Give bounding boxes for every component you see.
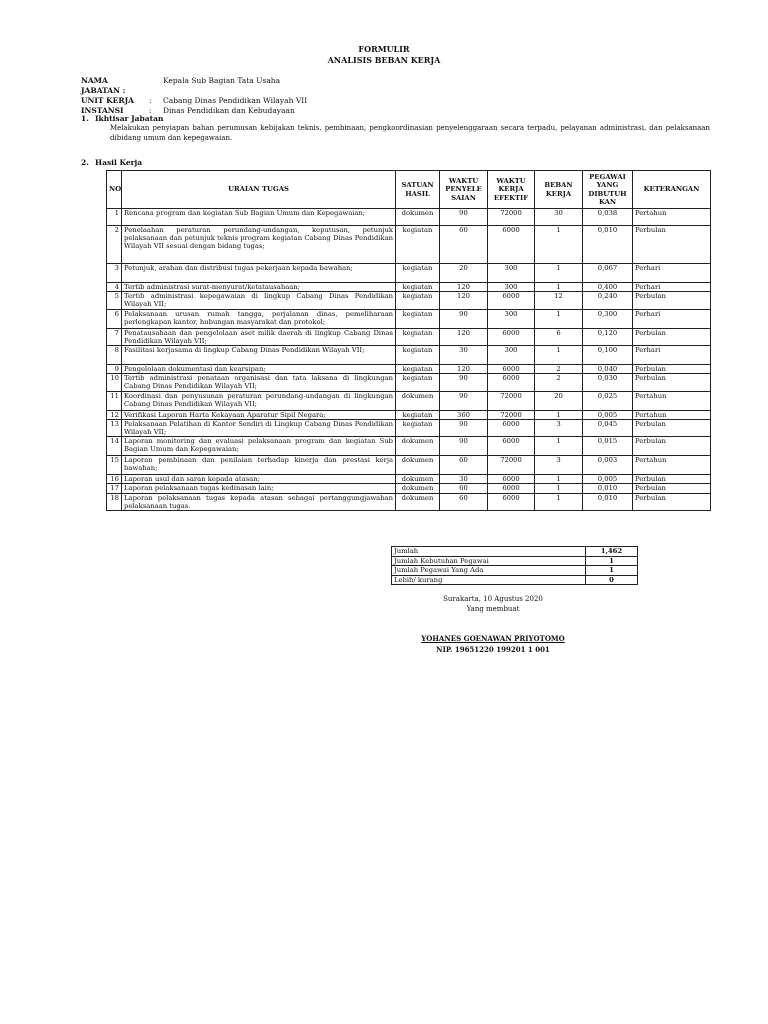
table-cell-satuan: kegiatan — [396, 309, 440, 328]
table-row — [107, 484, 711, 493]
table-cell-pegawai: 0,030 — [583, 374, 633, 391]
table-cell-keterangan: Perbulan — [633, 328, 711, 345]
table-row — [107, 309, 711, 328]
table-cell-keterangan: Pertahun — [633, 209, 711, 226]
table-cell-beban: 1 — [535, 493, 583, 510]
table-cell-satuan: kegiatan — [396, 328, 440, 345]
col-header-keterangan: KETERANGAN — [633, 171, 711, 209]
table-row — [107, 226, 711, 264]
table-cell-keterangan: Pertahun — [633, 456, 711, 475]
table-cell-no: 13 — [107, 419, 122, 436]
table-row — [107, 292, 711, 309]
table-cell-efektif: 6000 — [488, 328, 535, 345]
section-summary-number: 1. — [81, 114, 89, 123]
table-cell-uraian: Rencana program dan kegiatan Sub Bagian Umum dan Kepegawaian; — [122, 209, 396, 226]
work-unit-value: Cabang Dinas Pendidikan Wilayah VII — [163, 96, 308, 105]
signature-nip: NIP. 19651220 199201 1 001 — [436, 645, 550, 654]
table-cell-satuan: kegiatan — [396, 410, 440, 419]
table-cell-beban: 12 — [535, 292, 583, 309]
institution-label: INSTANSI — [81, 106, 124, 115]
table-cell-no: 14 — [107, 437, 122, 456]
table-cell-no: 15 — [107, 456, 122, 475]
section-results-title: Hasil Kerja — [95, 158, 143, 167]
table-cell-uraian: Pelaksanaan Pelatihan di Kantor Sendiri di Lingkup Cabang Dinas Pendidikan Wilayah VII; — [122, 419, 396, 436]
table-cell-pegawai: 0,010 — [583, 484, 633, 493]
table-cell-satuan: kegiatan — [396, 365, 440, 374]
table-cell-waktu: 120 — [440, 292, 488, 309]
table-cell-keterangan: Perhari — [633, 264, 711, 283]
signature-place-date: Surakarta, 10 Agustus 2020 — [443, 595, 543, 603]
job-name-colon — [149, 76, 163, 96]
table-cell-no: 2 — [107, 226, 122, 264]
table-cell-pegawai: 0,038 — [583, 209, 633, 226]
table-cell-waktu: 90 — [440, 419, 488, 436]
table-cell-beban: 3 — [535, 456, 583, 475]
table-cell-pegawai: 0,015 — [583, 437, 633, 456]
table-row — [107, 264, 711, 283]
table-cell-pegawai: 0,300 — [583, 309, 633, 328]
table-cell-uraian: Penelaahan peraturan perundang-undangan, keputusan, petunjuk pelaksanaan dan petunjuk teknis program kegiatan Cabang Dinas Pendidikan Wilayah VII sesuai dengan bidang tugas; — [122, 226, 396, 264]
section-results-number: 2. — [81, 158, 89, 167]
table-cell-no: 5 — [107, 292, 122, 309]
job-info — [81, 76, 307, 116]
summary-row — [392, 556, 638, 566]
table-cell-pegawai: 0,005 — [583, 475, 633, 484]
table-cell-efektif: 6000 — [488, 493, 535, 510]
table-cell-waktu: 90 — [440, 374, 488, 391]
table-cell-efektif: 72000 — [488, 410, 535, 419]
summary-value: 1 — [586, 556, 638, 566]
table-cell-keterangan: Perbulan — [633, 484, 711, 493]
col-header-uraian: URAIAN TUGAS — [122, 171, 396, 209]
table-cell-satuan: dokumen — [396, 456, 440, 475]
col-header-pegawai: PEGAWAI YANG DIBUTUH KAN — [583, 171, 633, 209]
table-cell-no: 4 — [107, 283, 122, 292]
table-cell-satuan: kegiatan — [396, 419, 440, 436]
table-cell-pegawai: 0,240 — [583, 292, 633, 309]
form-subtitle: ANALISIS BEBAN KERJA — [327, 55, 441, 65]
table-cell-satuan: kegiatan — [396, 226, 440, 264]
table-cell-waktu: 60 — [440, 484, 488, 493]
table-cell-beban: 1 — [535, 410, 583, 419]
table-cell-beban: 1 — [535, 226, 583, 264]
table-cell-satuan: kegiatan — [396, 374, 440, 391]
table-cell-uraian: Laporan usul dan saran kepada atasan; — [122, 475, 396, 484]
table-cell-uraian: Koordinasi dan penyusunan peraturan perundang-undangan di lingkungan Cabang Dinas Pendidikan Wilayah VII; — [122, 391, 396, 410]
table-cell-keterangan: Perbulan — [633, 493, 711, 510]
table-cell-no: 8 — [107, 346, 122, 365]
table-cell-beban: 1 — [535, 437, 583, 456]
work-unit-colon: : — [149, 96, 152, 105]
col-header-satuan: SATUAN HASIL — [396, 171, 440, 209]
table-cell-efektif: 6000 — [488, 226, 535, 264]
table-row — [107, 209, 711, 226]
table-cell-beban: 1 — [535, 309, 583, 328]
table-cell-pegawai: 0,100 — [583, 346, 633, 365]
table-cell-efektif: 6000 — [488, 365, 535, 374]
summary-table — [391, 546, 638, 585]
table-cell-uraian: Petunjuk, arahan dan distribusi tugas pekerjaan kepada bawahan; — [122, 264, 396, 283]
table-cell-efektif: 6000 — [488, 437, 535, 456]
table-row — [107, 365, 711, 374]
table-cell-efektif: 6000 — [488, 292, 535, 309]
job-summary-text: Melakukan penyiapan bahan perumusan kebijakan teknis, pembinaan, pengkoordinasian penyelenggaraan secara terpadu, pelayanan administrasi, dan pelaksanaan dibidang umum dan kepegawaian. — [110, 124, 710, 142]
col-header-waktu-efektif: WAKTU KERJA EFEKTIF — [488, 171, 535, 209]
summary-label: Jumlah Pegawai Yang Ada — [392, 566, 586, 576]
table-cell-uraian: Laporan pembinaan dan penilaian terhadap kinerja dan prestasi kerja bawahan; — [122, 456, 396, 475]
table-cell-satuan: kegiatan — [396, 346, 440, 365]
table-cell-uraian: Tertib administrasi penataan organisasi dan tata laksana di lingkungan Cabang Dinas Pendidikan Wilayah VII; — [122, 374, 396, 391]
table-row — [107, 328, 711, 345]
table-cell-waktu: 30 — [440, 346, 488, 365]
table-cell-beban: 20 — [535, 391, 583, 410]
summary-label: Jumlah Kebutuhan Pegawai — [392, 556, 586, 566]
table-cell-waktu: 90 — [440, 209, 488, 226]
table-cell-beban: 2 — [535, 374, 583, 391]
table-cell-efektif: 6000 — [488, 484, 535, 493]
table-cell-no: 18 — [107, 493, 122, 510]
table-row — [107, 391, 711, 410]
table-cell-efektif: 300 — [488, 346, 535, 365]
table-cell-efektif: 300 — [488, 309, 535, 328]
table-cell-satuan: kegiatan — [396, 283, 440, 292]
table-cell-satuan: dokumen — [396, 209, 440, 226]
table-cell-satuan: dokumen — [396, 391, 440, 410]
table-row — [107, 346, 711, 365]
table-row — [107, 475, 711, 484]
table-cell-beban: 6 — [535, 328, 583, 345]
table-cell-beban: 1 — [535, 475, 583, 484]
table-cell-beban: 1 — [535, 484, 583, 493]
table-cell-keterangan: Pertahun — [633, 391, 711, 410]
table-cell-uraian: Fasilitasi kerjasama di lingkup Cabang Dinas Pendidikan Wilayah VII; — [122, 346, 396, 365]
col-header-beban: BEBAN KERJA — [535, 171, 583, 209]
table-cell-beban: 1 — [535, 264, 583, 283]
workload-table — [106, 170, 711, 511]
table-cell-keterangan: Perbulan — [633, 365, 711, 374]
form-title: FORMULIR — [358, 44, 410, 54]
table-cell-efektif: 6000 — [488, 475, 535, 484]
table-cell-beban: 1 — [535, 346, 583, 365]
col-header-no: NO — [107, 171, 122, 209]
table-cell-no: 17 — [107, 484, 122, 493]
table-cell-waktu: 30 — [440, 475, 488, 484]
table-cell-keterangan: Perhari — [633, 283, 711, 292]
table-cell-uraian: Tertib administrasi surat-menyurat/ketatausahaan; — [122, 283, 396, 292]
table-cell-uraian: Pelaksanaan urusan rumah tangga, perjalanan dinas, pemeliharaan perlengkapan kantor, hubungan masyarakat dan protokol; — [122, 309, 396, 328]
table-cell-efektif: 300 — [488, 264, 535, 283]
table-cell-pegawai: 0,010 — [583, 493, 633, 510]
summary-row — [392, 547, 638, 557]
table-cell-uraian: Penatausahaan dan pengelolaan aset milik daerah di lingkup Cabang Dinas Pendidikan Wilayah VII; — [122, 328, 396, 345]
table-cell-pegawai: 0,005 — [583, 410, 633, 419]
table-cell-pegawai: 0,400 — [583, 283, 633, 292]
job-name-row — [81, 76, 307, 96]
job-name-label: NAMA JABATAN : — [81, 76, 126, 95]
table-cell-waktu: 360 — [440, 410, 488, 419]
table-cell-keterangan: Pertahun — [633, 410, 711, 419]
table-cell-waktu: 90 — [440, 391, 488, 410]
section-summary-title: Ikhtisar Jabatan — [95, 114, 164, 123]
table-row — [107, 493, 711, 510]
table-cell-keterangan: Perbulan — [633, 437, 711, 456]
table-cell-beban: 1 — [535, 283, 583, 292]
table-cell-efektif: 72000 — [488, 391, 535, 410]
table-cell-waktu: 60 — [440, 493, 488, 510]
summary-value: 1 — [586, 566, 638, 576]
institution-value: Dinas Pendidikan dan Kebudayaan — [163, 106, 295, 115]
summary-label: Jumlah — [392, 547, 586, 557]
table-cell-pegawai: 0,067 — [583, 264, 633, 283]
table-cell-waktu: 120 — [440, 283, 488, 292]
table-cell-uraian: Pengelolaan dokumentasi dan kearsipan; — [122, 365, 396, 374]
table-cell-pegawai: 0,040 — [583, 365, 633, 374]
table-row — [107, 374, 711, 391]
table-cell-waktu: 60 — [440, 226, 488, 264]
table-cell-satuan: dokumen — [396, 484, 440, 493]
table-cell-beban: 2 — [535, 365, 583, 374]
table-cell-uraian: Verifikasi Laporan Harta Kekayaan Aparatur Sipil Negara; — [122, 410, 396, 419]
table-cell-beban: 30 — [535, 209, 583, 226]
table-row — [107, 456, 711, 475]
work-unit-row — [81, 96, 307, 106]
table-cell-keterangan: Perbulan — [633, 374, 711, 391]
table-cell-uraian: Laporan monitoring dan evaluasi pelaksanaan program dan kegiatan Sub Bagian Umum dan Kepegawaian; — [122, 437, 396, 456]
table-row — [107, 419, 711, 436]
table-cell-satuan: kegiatan — [396, 292, 440, 309]
col-header-waktu-penyelesaian: WAKTU PENYELE SAIAN — [440, 171, 488, 209]
table-cell-uraian: Laporan pelaksanaan tugas kepada atasan sebagai pertanggungjawaban pelaksanaan tugas. — [122, 493, 396, 510]
section-summary-heading — [81, 114, 163, 123]
table-cell-waktu: 90 — [440, 437, 488, 456]
table-cell-keterangan: Perbulan — [633, 226, 711, 264]
summary-value: 0 — [586, 575, 638, 585]
section-results-heading — [81, 158, 142, 167]
table-cell-waktu: 90 — [440, 309, 488, 328]
table-cell-pegawai: 0,003 — [583, 456, 633, 475]
table-cell-no: 11 — [107, 391, 122, 410]
summary-row — [392, 575, 638, 585]
table-cell-keterangan: Perhari — [633, 309, 711, 328]
table-cell-no: 7 — [107, 328, 122, 345]
table-cell-keterangan: Perbulan — [633, 475, 711, 484]
table-cell-uraian: Tertib administrasi kepegawaian di lingkup Cabang Dinas Pendidikan Wilayah VII; — [122, 292, 396, 309]
table-cell-pegawai: 0,045 — [583, 419, 633, 436]
table-cell-efektif: 300 — [488, 283, 535, 292]
table-cell-pegawai: 0,025 — [583, 391, 633, 410]
table-cell-waktu: 120 — [440, 328, 488, 345]
summary-body — [392, 547, 638, 585]
table-cell-no: 1 — [107, 209, 122, 226]
table-cell-efektif: 6000 — [488, 419, 535, 436]
table-cell-satuan: dokumen — [396, 475, 440, 484]
table-cell-no: 10 — [107, 374, 122, 391]
work-unit-label: UNIT KERJA — [81, 96, 134, 105]
table-header-row — [107, 171, 711, 209]
table-cell-keterangan: Perhari — [633, 346, 711, 365]
signature-role: Yang membuat — [466, 605, 520, 613]
table-cell-waktu: 20 — [440, 264, 488, 283]
table-row — [107, 437, 711, 456]
table-cell-waktu: 60 — [440, 456, 488, 475]
table-cell-no: 16 — [107, 475, 122, 484]
table-cell-pegawai: 0,010 — [583, 226, 633, 264]
table-cell-no: 12 — [107, 410, 122, 419]
table-cell-no: 6 — [107, 309, 122, 328]
table-cell-satuan: kegiatan — [396, 264, 440, 283]
summary-label: Lebih/ kurang — [392, 575, 586, 585]
table-body — [107, 209, 711, 511]
table-cell-waktu: 120 — [440, 365, 488, 374]
table-cell-no: 3 — [107, 264, 122, 283]
table-cell-efektif: 6000 — [488, 374, 535, 391]
table-cell-uraian: Laporan pelaksanaan tugas kedinasan lain; — [122, 484, 396, 493]
institution-colon: : — [149, 106, 152, 115]
job-name-value: Kepala Sub Bagian Tata Usaha — [163, 76, 281, 85]
table-cell-efektif: 72000 — [488, 456, 535, 475]
table-cell-no: 9 — [107, 365, 122, 374]
summary-value: 1,462 — [586, 547, 638, 557]
table-cell-satuan: dokumen — [396, 437, 440, 456]
summary-row — [392, 566, 638, 576]
table-cell-keterangan: Perbulan — [633, 292, 711, 309]
table-cell-pegawai: 0,120 — [583, 328, 633, 345]
signature-name: YOHANES GOENAWAN PRIYOTOMO — [421, 634, 565, 643]
table-row — [107, 410, 711, 419]
table-cell-satuan: dokumen — [396, 493, 440, 510]
table-cell-keterangan: Perbulan — [633, 419, 711, 436]
table-row — [107, 283, 711, 292]
table-cell-efektif: 72000 — [488, 209, 535, 226]
table-cell-beban: 3 — [535, 419, 583, 436]
